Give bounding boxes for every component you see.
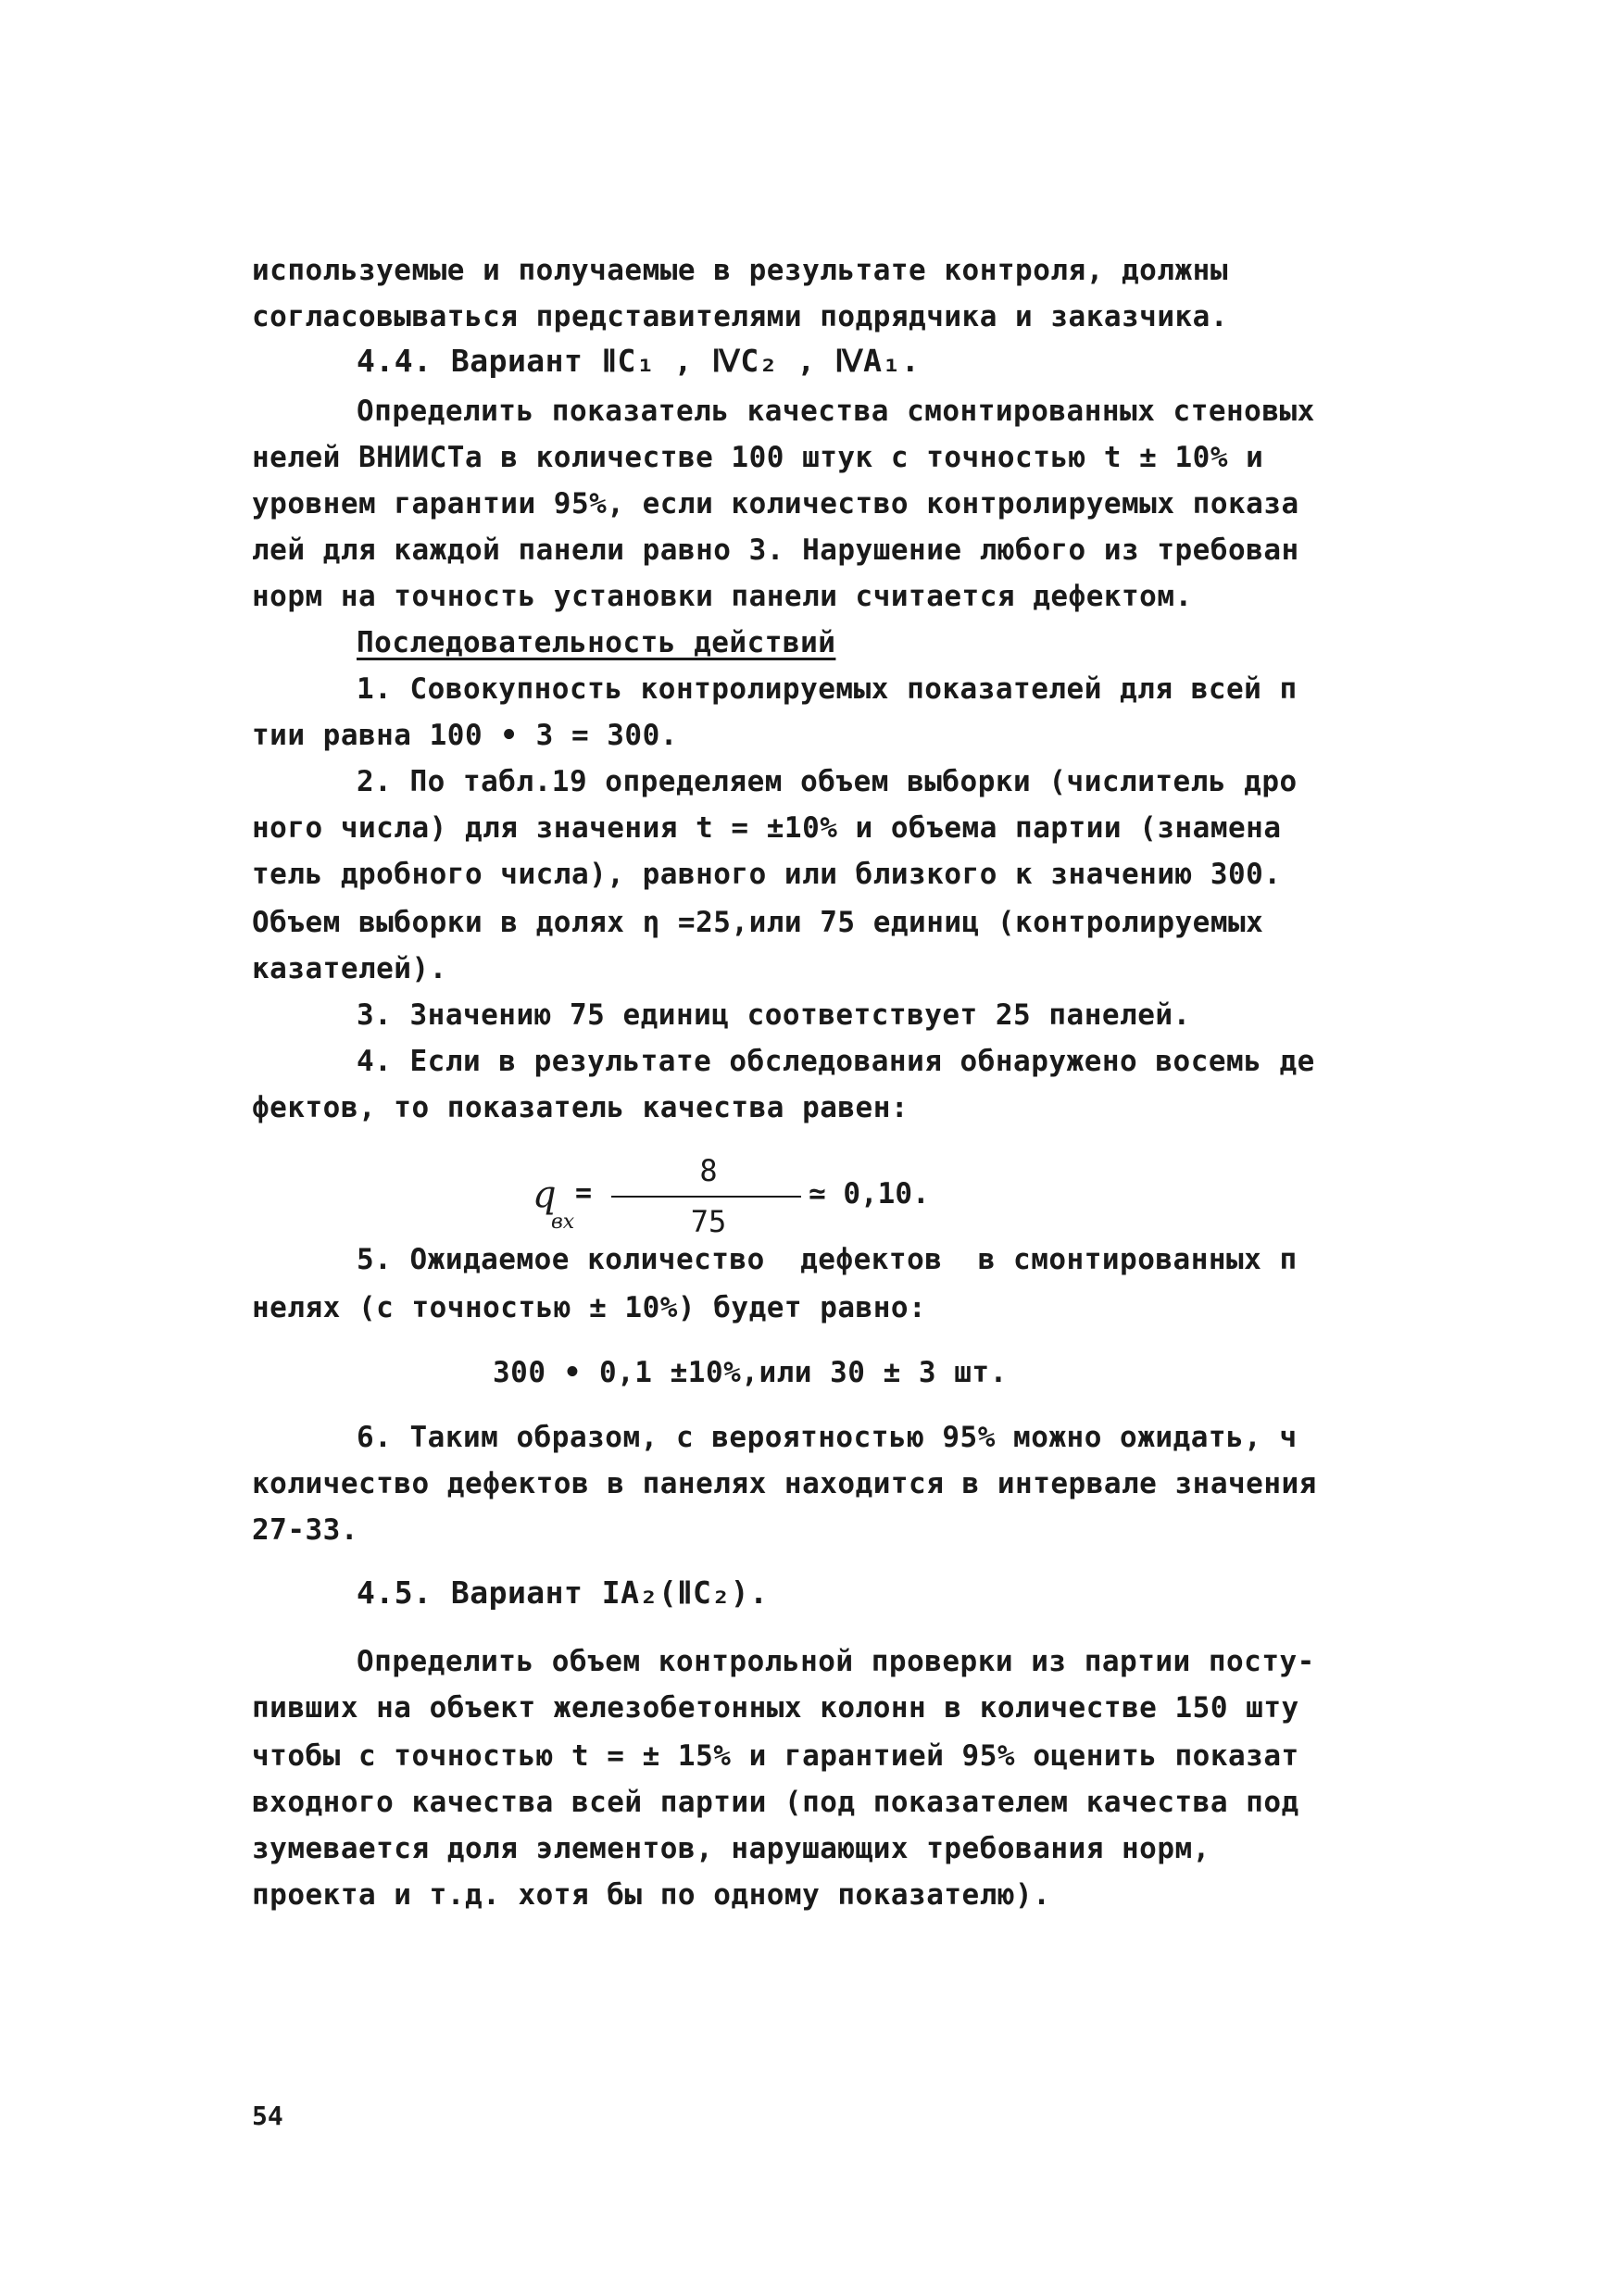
text-line: ного числа) для значения t = ±10% и объема партии (знамена bbox=[252, 811, 1282, 845]
text-line: 2. По табл.19 определяем объем выборки (числитель дро bbox=[357, 765, 1298, 798]
text-line: зумевается доля элементов, нарушающих требования норм, bbox=[252, 1832, 1210, 1865]
text-line: лей для каждой панели равно 3. Нарушение любого из требован bbox=[252, 533, 1299, 567]
text-line: пивших на объект железобетонных колонн в количестве 150 шту bbox=[252, 1691, 1299, 1725]
text-line: 5. Ожидаемое количество дефектов в смонтированных п bbox=[357, 1243, 1298, 1276]
text-line: 4. Если в результате обследования обнаружено восемь де bbox=[357, 1045, 1315, 1078]
text-line: Определить показатель качества смонтированных стеновых bbox=[357, 395, 1315, 428]
text-line: норм на точность установки панели считается дефектом. bbox=[252, 580, 1193, 613]
text-line: Объем выборки в долях η =25,или 75 единиц (контролируемых bbox=[252, 906, 1264, 939]
text-line: 1. Совокупность контролируемых показателей для всей п bbox=[357, 672, 1298, 706]
text-line: тии равна 100 • 3 = 300. bbox=[252, 719, 678, 752]
section-heading-4-5: 4.5. Вариант IА₂(ⅡС₂). bbox=[357, 1575, 769, 1611]
text-line: количество дефектов в панелях находится в интервале значения bbox=[252, 1467, 1317, 1500]
text-line: фектов, то показатель качества равен: bbox=[252, 1091, 909, 1124]
text-line: чтобы с точностью t = ± 15% и гарантией 95% оценить показат bbox=[252, 1739, 1299, 1773]
text-line: 6. Таким образом, с вероятностью 95% можно ожидать, ч bbox=[357, 1421, 1298, 1454]
text-line: используемые и получаемые в результате контроля, должны bbox=[252, 254, 1228, 287]
formula-lhs-subscript: вх bbox=[551, 1211, 575, 1234]
text-line: нелей ВНИИСТа в количестве 100 штук с точностью t ± 10% и bbox=[252, 441, 1264, 474]
page-number: 54 bbox=[252, 2101, 283, 2131]
fraction-bar bbox=[611, 1196, 801, 1198]
formula-numerator: 8 bbox=[699, 1153, 718, 1188]
text-line: тель дробного числа), равного или близкого к значению 300. bbox=[252, 858, 1282, 891]
formula-lhs: q bbox=[533, 1173, 557, 1216]
quality-formula bbox=[533, 1153, 940, 1255]
text-line: входного качества всей партии (под показателем качества под bbox=[252, 1786, 1299, 1819]
text-line: 3. Значению 75 единиц соответствует 25 панелей. bbox=[357, 998, 1191, 1032]
formula-denominator: 75 bbox=[690, 1204, 727, 1239]
text-line: Определить объем контрольной проверки из партии посту- bbox=[357, 1645, 1315, 1678]
formula-equals: = bbox=[575, 1177, 593, 1210]
text-line: казателей). bbox=[252, 952, 447, 985]
text-line: 300 • 0,1 ±10%,или 30 ± 3 шт. bbox=[493, 1356, 1008, 1389]
subheading-sequence: Последовательность действий bbox=[357, 626, 836, 659]
text-line: нелях (с точностью ± 10%) будет равно: bbox=[252, 1291, 927, 1324]
text-line: уровнем гарантии 95%, если количество контролируемых показа bbox=[252, 487, 1299, 521]
text-line: проекта и т.д. хотя бы по одному показателю). bbox=[252, 1878, 1051, 1912]
section-heading-4-4: 4.4. Вариант ⅡС₁ , ⅣС₂ , ⅣА₁. bbox=[357, 343, 921, 379]
formula-result: ≃ 0,10. bbox=[809, 1177, 930, 1211]
text-line: 27-33. bbox=[252, 1513, 358, 1547]
text-line: согласовываться представителями подрядчика и заказчика. bbox=[252, 300, 1228, 333]
